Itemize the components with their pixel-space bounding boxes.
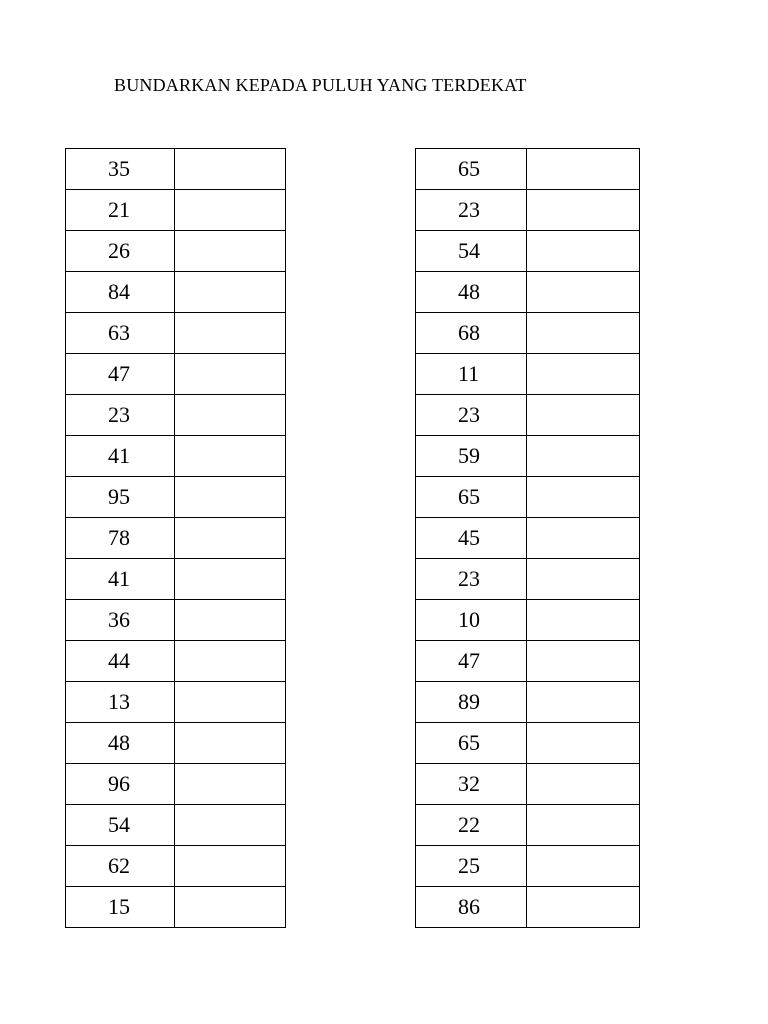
number-value: 44: [108, 648, 130, 673]
table-row: [66, 272, 286, 313]
number-cell: [416, 477, 527, 518]
table-row: [416, 395, 640, 436]
number-value: 89: [458, 689, 480, 714]
worksheet-title: BUNDARKAN KEPADA PULUH YANG TERDEKAT: [114, 75, 527, 95]
number-cell: [66, 354, 175, 395]
number-value: 41: [108, 443, 130, 468]
table-row: [66, 518, 286, 559]
answer-cell[interactable]: [175, 149, 286, 190]
number-value: 23: [458, 402, 480, 427]
number-cell: [66, 805, 175, 846]
number-cell: [416, 354, 527, 395]
answer-cell[interactable]: [175, 641, 286, 682]
answer-cell[interactable]: [527, 190, 640, 231]
answer-cell[interactable]: [175, 518, 286, 559]
number-value: 63: [108, 320, 130, 345]
table-row: [66, 477, 286, 518]
number-value: 48: [458, 279, 480, 304]
answer-cell[interactable]: [175, 272, 286, 313]
number-cell: [416, 723, 527, 764]
number-cell: [66, 272, 175, 313]
answer-cell[interactable]: [527, 600, 640, 641]
table-row: [416, 149, 640, 190]
table-row: [416, 272, 640, 313]
table-row: [66, 559, 286, 600]
table-row: [416, 354, 640, 395]
right-table-body: [416, 149, 640, 928]
number-value: 65: [458, 484, 480, 509]
answer-cell[interactable]: [527, 805, 640, 846]
right-number-table: [415, 148, 640, 928]
answer-cell[interactable]: [527, 149, 640, 190]
number-value: 23: [458, 566, 480, 591]
number-value: 11: [458, 361, 480, 386]
table-row: [66, 149, 286, 190]
answer-cell[interactable]: [527, 518, 640, 559]
number-value: 45: [458, 525, 480, 550]
number-cell: [416, 313, 527, 354]
number-cell: [66, 723, 175, 764]
table-row: [66, 313, 286, 354]
answer-cell[interactable]: [527, 641, 640, 682]
answer-cell[interactable]: [175, 231, 286, 272]
number-value: 86: [458, 894, 480, 919]
answer-cell[interactable]: [175, 313, 286, 354]
number-value: 54: [458, 238, 480, 263]
number-value: 59: [458, 443, 480, 468]
table-row: [66, 846, 286, 887]
number-value: 48: [108, 730, 130, 755]
number-value: 22: [458, 812, 480, 837]
answer-cell[interactable]: [175, 477, 286, 518]
answer-cell[interactable]: [175, 354, 286, 395]
number-cell: [416, 846, 527, 887]
number-value: 78: [108, 525, 130, 550]
number-value: 10: [458, 607, 480, 632]
number-cell: [66, 149, 175, 190]
number-cell: [416, 231, 527, 272]
number-cell: [66, 559, 175, 600]
answer-cell[interactable]: [175, 682, 286, 723]
number-value: 62: [108, 853, 130, 878]
table-row: [66, 682, 286, 723]
answer-cell[interactable]: [527, 846, 640, 887]
table-row: [66, 436, 286, 477]
number-cell: [66, 600, 175, 641]
number-cell: [66, 395, 175, 436]
table-row: [416, 805, 640, 846]
answer-cell[interactable]: [175, 764, 286, 805]
answer-cell[interactable]: [175, 559, 286, 600]
answer-cell[interactable]: [175, 887, 286, 928]
number-cell: [416, 600, 527, 641]
number-cell: [66, 436, 175, 477]
number-cell: [416, 559, 527, 600]
number-cell: [416, 149, 527, 190]
table-row: [416, 641, 640, 682]
table-row: [416, 518, 640, 559]
answer-cell[interactable]: [527, 395, 640, 436]
table-row: [416, 313, 640, 354]
number-cell: [66, 518, 175, 559]
number-cell: [66, 764, 175, 805]
table-row: [66, 190, 286, 231]
answer-cell[interactable]: [175, 723, 286, 764]
number-value: 41: [108, 566, 130, 591]
table-row: [416, 436, 640, 477]
left-number-table: [65, 148, 286, 928]
table-row: [416, 600, 640, 641]
number-cell: [66, 682, 175, 723]
number-cell: [416, 682, 527, 723]
number-value: 36: [108, 607, 130, 632]
number-value: 26: [108, 238, 130, 263]
answer-cell[interactable]: [527, 436, 640, 477]
answer-cell[interactable]: [175, 395, 286, 436]
number-value: 68: [458, 320, 480, 345]
number-cell: [416, 805, 527, 846]
number-cell: [66, 641, 175, 682]
number-cell: [416, 641, 527, 682]
number-cell: [416, 272, 527, 313]
number-cell: [416, 518, 527, 559]
answer-cell[interactable]: [175, 600, 286, 641]
number-cell: [416, 887, 527, 928]
table-row: [66, 723, 286, 764]
number-cell: [416, 436, 527, 477]
number-value: 23: [458, 197, 480, 222]
answer-cell[interactable]: [527, 723, 640, 764]
table-row: [416, 723, 640, 764]
number-value: 32: [458, 771, 480, 796]
table-row: [66, 600, 286, 641]
number-value: 95: [108, 484, 130, 509]
number-cell: [66, 887, 175, 928]
answer-cell[interactable]: [527, 354, 640, 395]
table-row: [66, 887, 286, 928]
number-value: 21: [108, 197, 130, 222]
number-cell: [66, 477, 175, 518]
table-row: [66, 395, 286, 436]
answer-cell[interactable]: [175, 846, 286, 887]
number-value: 23: [108, 402, 130, 427]
answer-cell[interactable]: [175, 436, 286, 477]
table-row: [416, 477, 640, 518]
number-value: 47: [108, 361, 130, 386]
number-cell: [66, 313, 175, 354]
answer-cell[interactable]: [527, 887, 640, 928]
table-row: [416, 682, 640, 723]
number-value: 13: [108, 689, 130, 714]
answer-cell[interactable]: [527, 231, 640, 272]
number-cell: [416, 395, 527, 436]
table-row: [416, 190, 640, 231]
table-row: [66, 354, 286, 395]
table-row: [66, 764, 286, 805]
answer-cell[interactable]: [527, 272, 640, 313]
answer-cell[interactable]: [527, 477, 640, 518]
number-value: 35: [108, 156, 130, 181]
number-value: 47: [458, 648, 480, 673]
answer-cell[interactable]: [527, 764, 640, 805]
left-table-body: [66, 149, 286, 928]
number-value: 54: [108, 812, 130, 837]
number-value: 96: [108, 771, 130, 796]
number-value: 15: [108, 894, 130, 919]
number-cell: [66, 190, 175, 231]
number-cell: [66, 231, 175, 272]
table-row: [66, 231, 286, 272]
answer-cell[interactable]: [527, 313, 640, 354]
number-cell: [66, 846, 175, 887]
table-row: [66, 641, 286, 682]
table-row: [416, 764, 640, 805]
answer-cell[interactable]: [175, 190, 286, 231]
number-value: 84: [108, 279, 130, 304]
answer-cell[interactable]: [527, 682, 640, 723]
table-row: [416, 559, 640, 600]
answer-cell[interactable]: [527, 559, 640, 600]
table-row: [416, 887, 640, 928]
table-row: [416, 231, 640, 272]
number-value: 25: [458, 853, 480, 878]
answer-cell[interactable]: [175, 805, 286, 846]
table-row: [416, 846, 640, 887]
number-value: 65: [458, 156, 480, 181]
number-cell: [416, 764, 527, 805]
table-row: [66, 805, 286, 846]
number-cell: [416, 190, 527, 231]
number-value: 65: [458, 730, 480, 755]
